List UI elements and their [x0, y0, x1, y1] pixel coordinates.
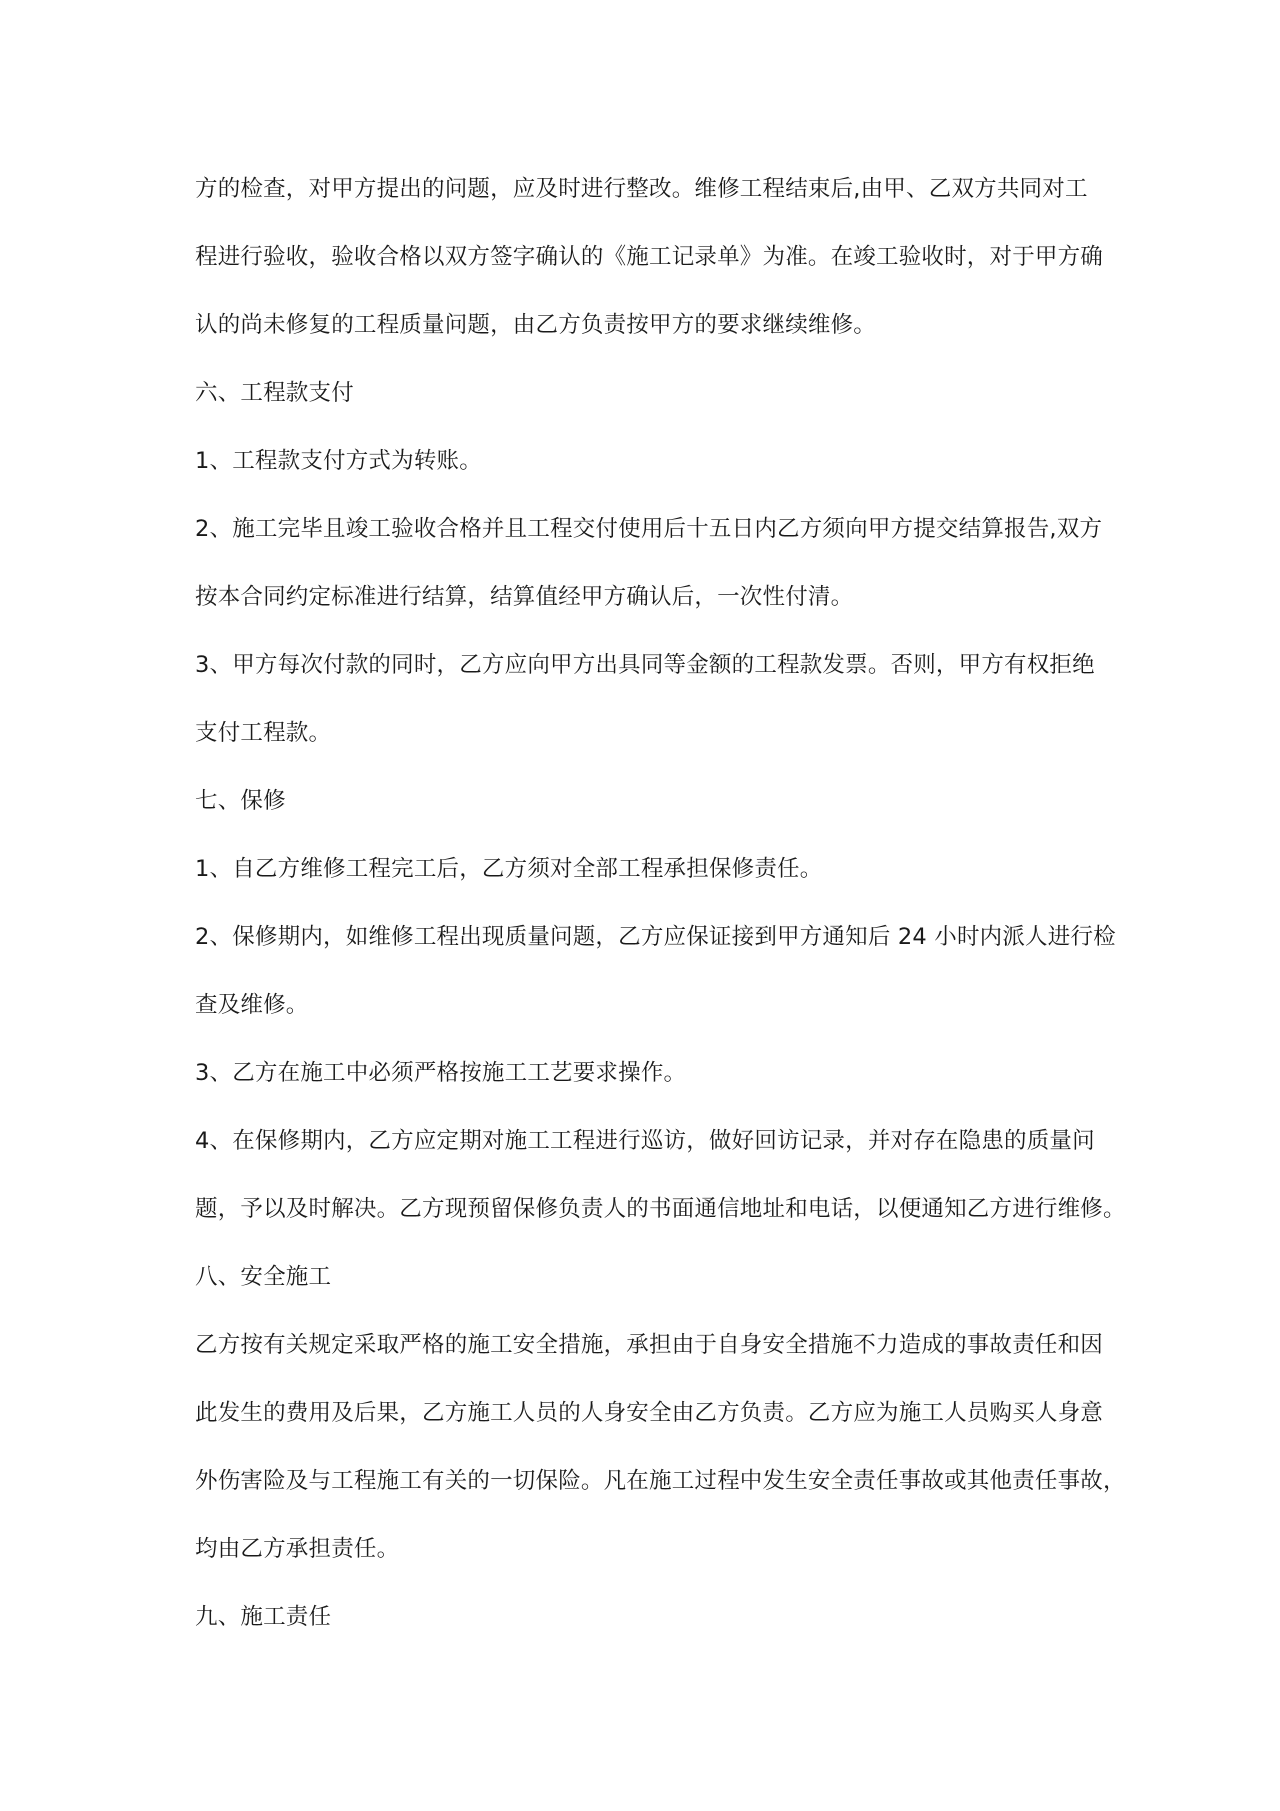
paragraph-line: 题，予以及时解决。乙方现预留保修负责人的书面通信地址和电话，以便通知乙方进行维修。	[195, 1196, 1126, 1222]
paragraph-line: 2、施工完毕且竣工验收合格并且工程交付使用后十五日内乙方须向甲方提交结算报告,双方	[195, 516, 1103, 542]
paragraph-line: 外伤害险及与工程施工有关的一切保险。凡在施工过程中发生安全责任事故或其他责任事故，	[195, 1468, 1126, 1494]
paragraph-line: 3、甲方每次付款的同时，乙方应向甲方出具同等金额的工程款发票。否则，甲方有权拒绝	[195, 652, 1095, 678]
section-heading-construction-liability: 九、施工责任	[195, 1604, 332, 1630]
section-heading-safety: 八、安全施工	[195, 1264, 332, 1290]
paragraph-line: 程进行验收，验收合格以双方签字确认的《施工记录单》为准。在竣工验收时，对于甲方确	[195, 244, 1104, 270]
paragraph-line: 乙方按有关规定采取严格的施工安全措施，承担由于自身安全措施不力造成的事故责任和因	[195, 1332, 1104, 1358]
paragraph-line: 1、自乙方维修工程完工后，乙方须对全部工程承担保修责任。	[195, 856, 823, 882]
paragraph-line: 按本合同约定标准进行结算，结算值经甲方确认后，一次性付清。	[195, 584, 854, 610]
paragraph-line: 均由乙方承担责任。	[195, 1536, 400, 1562]
paragraph-line: 3、乙方在施工中必须严格按施工工艺要求操作。	[195, 1060, 687, 1086]
paragraph-line: 1、工程款支付方式为转账。	[195, 448, 482, 474]
paragraph-line: 支付工程款。	[195, 720, 332, 746]
paragraph-line: 认的尚未修复的工程质量问题，由乙方负责按甲方的要求继续维修。	[195, 312, 877, 338]
section-heading-payment: 六、工程款支付	[195, 380, 354, 406]
paragraph-line: 方的检查，对甲方提出的问题，应及时进行整改。维修工程结束后,由甲、乙双方共同对工	[195, 176, 1088, 202]
section-heading-warranty: 七、保修	[195, 788, 286, 814]
paragraph-line: 查及维修。	[195, 992, 309, 1018]
paragraph-line: 2、保修期内，如维修工程出现质量问题，乙方应保证接到甲方通知后 24 小时内派人进行检	[195, 924, 1116, 950]
paragraph-line: 4、在保修期内，乙方应定期对施工工程进行巡访，做好回访记录，并对存在隐患的质量问	[195, 1128, 1095, 1154]
document-body	[195, 166, 1126, 1662]
paragraph-line: 此发生的费用及后果，乙方施工人员的人身安全由乙方负责。乙方应为施工人员购买人身意	[195, 1400, 1104, 1426]
